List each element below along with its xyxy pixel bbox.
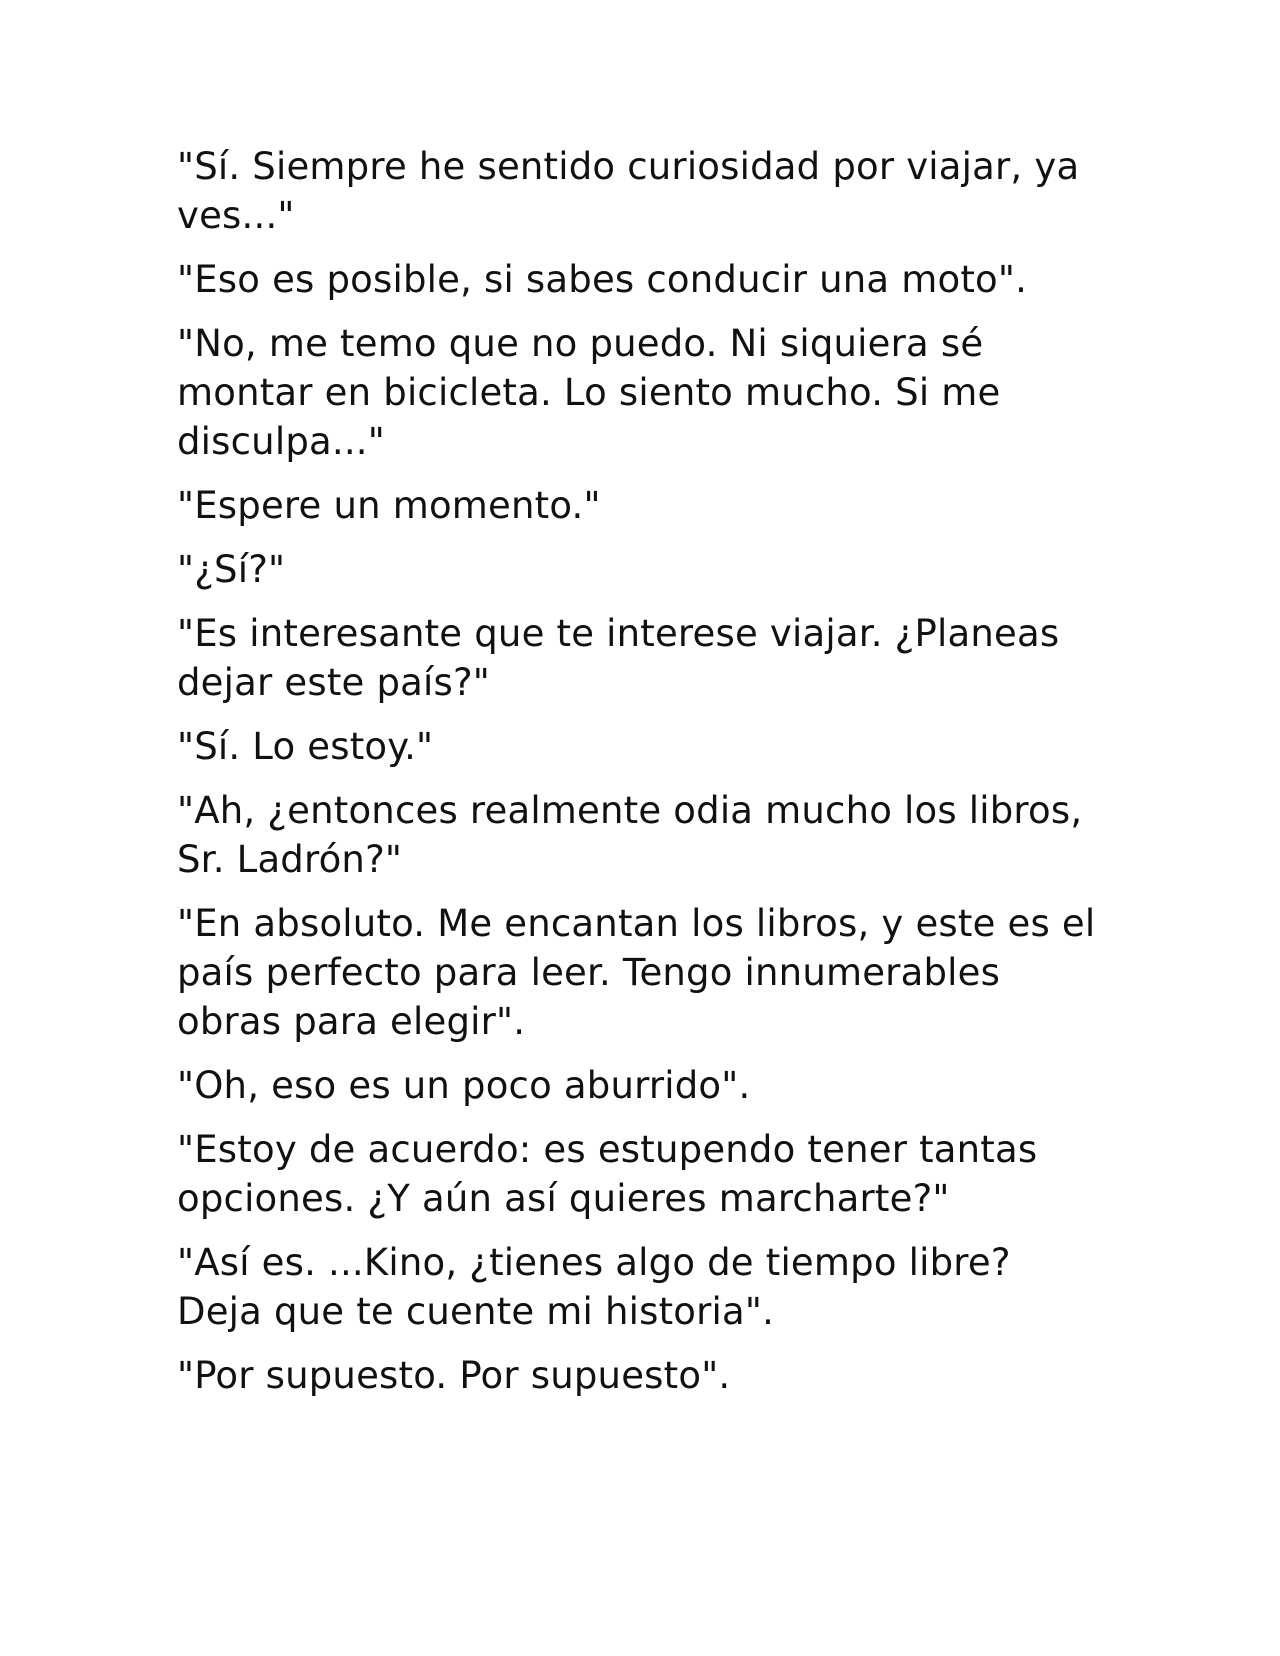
dialogue-paragraph: "Oh, eso es un poco aburrido". <box>177 1064 751 1107</box>
dialogue-paragraph: "Sí. Lo estoy." <box>177 725 434 768</box>
document-page <box>177 142 1097 1415</box>
dialogue-paragraph: "Estoy de acuerdo: es estupendo tener tantas opciones. ¿Y aún así quieres marcharte?" <box>177 1128 1038 1220</box>
dialogue-paragraph: "Ah, ¿entonces realmente odia mucho los libros, Sr. Ladrón?" <box>177 789 1083 881</box>
dialogue-paragraph: "Por supuesto. Por supuesto". <box>177 1354 731 1397</box>
dialogue-paragraph: "¿Sí?" <box>177 548 286 591</box>
dialogue-paragraph: "Eso es posible, si sabes conducir una moto". <box>177 258 1028 301</box>
dialogue-paragraph: "No, me temo que no puedo. Ni siquiera sé montar en bicicleta. Lo siento mucho. Si me disculpa..." <box>177 322 1001 463</box>
dialogue-paragraph: "Así es. ...Kino, ¿tienes algo de tiempo libre? Deja que te cuente mi historia". <box>177 1241 1011 1333</box>
dialogue-paragraph: "Sí. Siempre he sentido curiosidad por viajar, ya ves..." <box>177 145 1080 237</box>
dialogue-paragraph: "Es interesante que te interese viajar. ¿Planeas dejar este país?" <box>177 612 1060 704</box>
dialogue-paragraph: "En absoluto. Me encantan los libros, y este es el país perfecto para leer. Tengo innumerables obras para elegir". <box>177 902 1096 1043</box>
dialogue-paragraph: "Espere un momento." <box>177 484 601 527</box>
